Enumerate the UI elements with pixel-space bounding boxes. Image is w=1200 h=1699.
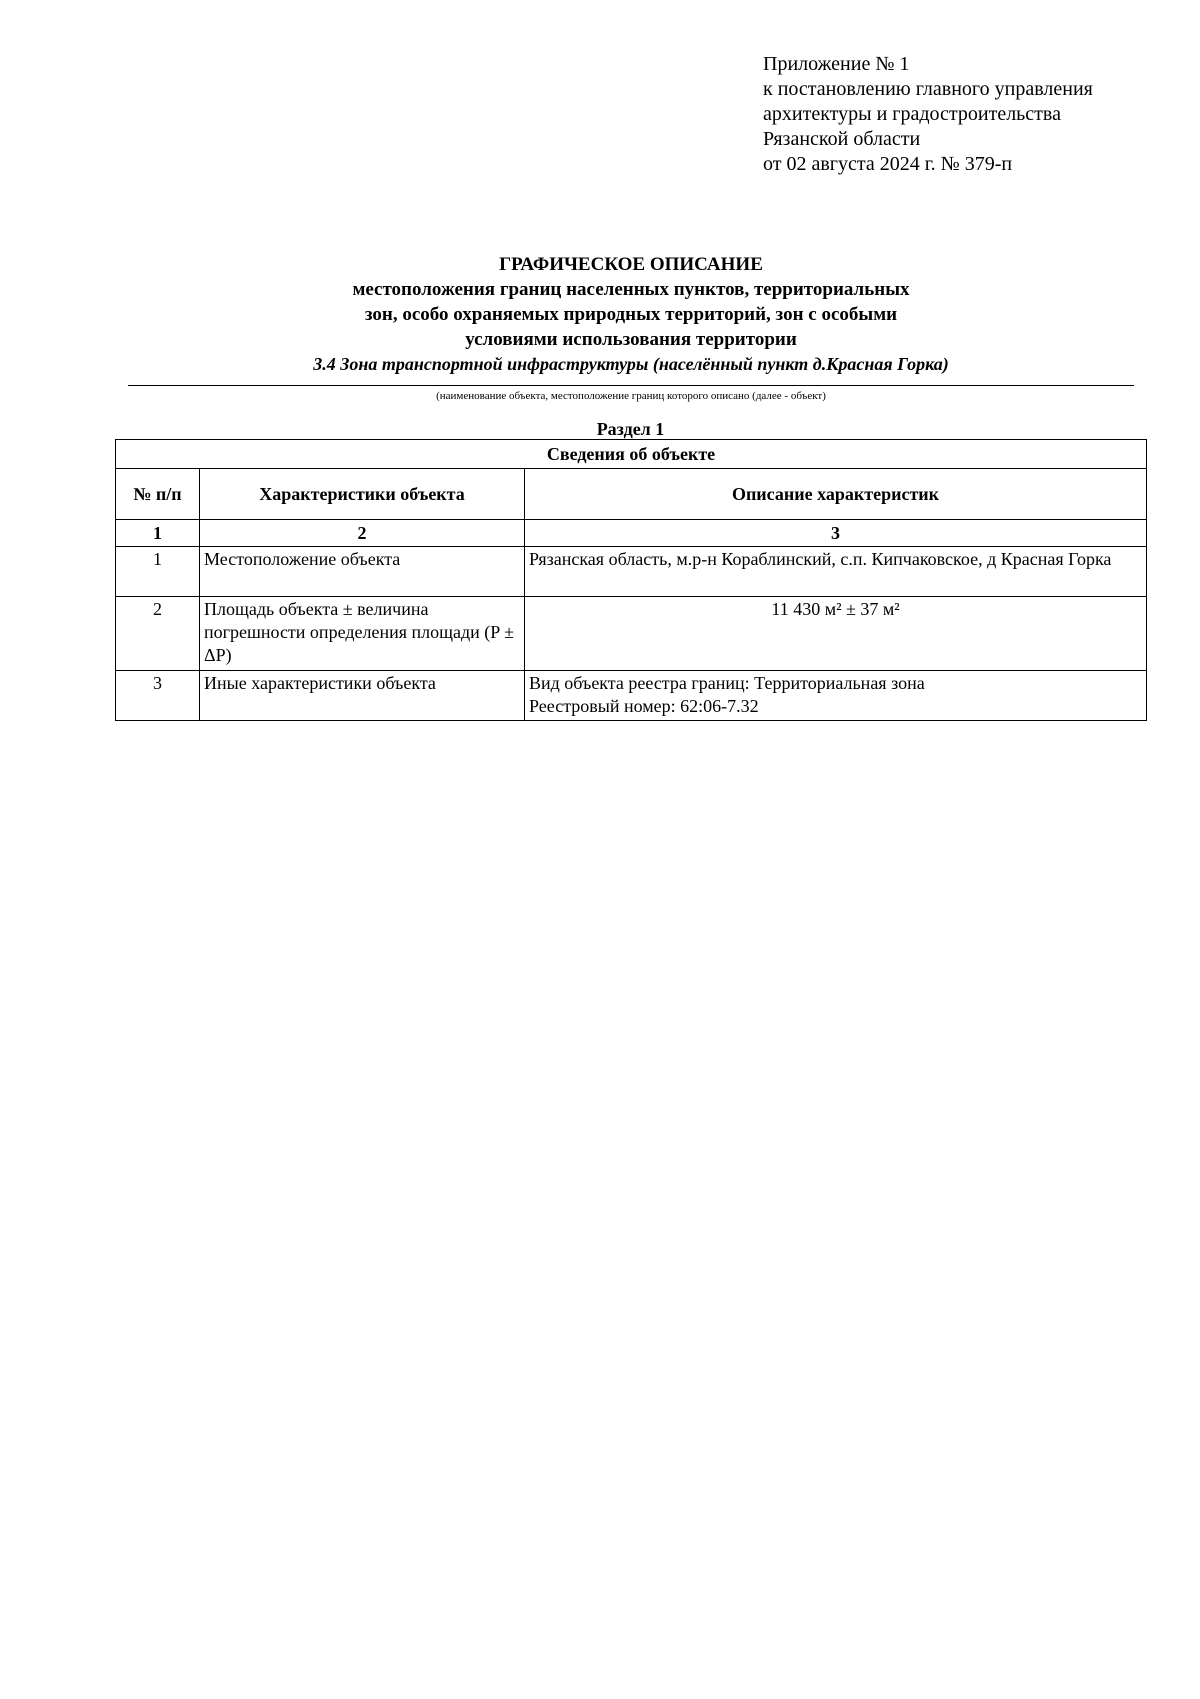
document-title-block [128, 252, 1134, 377]
row-characteristic: Площадь объекта ± величина погрешности определения площади (P ± ΔP) [200, 597, 525, 671]
appendix-line: Рязанской области [763, 128, 921, 150]
row-description: Рязанская область, м.р-н Кораблинский, с.п. Кипчаковское, д Красная Горка [525, 547, 1147, 597]
document-subtitle-line: условиями использования территории [465, 329, 797, 350]
table-row [116, 671, 1147, 721]
header-characteristics: Характеристики объекта [200, 469, 525, 520]
table-row [116, 547, 1147, 597]
column-number: 2 [200, 520, 525, 547]
appendix-line: Приложение № 1 [763, 53, 910, 75]
table-row [116, 597, 1147, 671]
appendix-line: к постановлению главного управления [763, 78, 1093, 100]
row-num: 1 [116, 547, 200, 597]
document-title: ГРАФИЧЕСКОЕ ОПИСАНИЕ [499, 254, 763, 275]
header-num: № п/п [116, 469, 200, 520]
row-characteristic: Иные характеристики объекта [200, 671, 525, 721]
row-description-line: Вид объекта реестра границ: Территориальная зона [529, 673, 925, 693]
table-header-row [116, 469, 1147, 520]
row-description: 11 430 м² ± 37 м² [525, 597, 1147, 671]
document-subtitle-line: зон, особо охраняемых природных территорий, зон с особыми [364, 304, 898, 325]
table-caption: Сведения об объекте [116, 440, 1147, 469]
object-name-caption: (наименование объекта, местоположение границ которого описано (далее - объект) [436, 390, 826, 402]
appendix-line: от 02 августа 2024 г. № 379-п [763, 153, 1013, 175]
column-number: 3 [525, 520, 1147, 547]
row-description [525, 671, 1147, 721]
section-title: Раздел 1 [596, 419, 665, 439]
column-number: 1 [116, 520, 200, 547]
column-number-row [116, 520, 1147, 547]
row-description-line: Реестровый номер: 62:06-7.32 [529, 696, 759, 716]
object-name-underline [128, 385, 1134, 386]
header-description: Описание характеристик [525, 469, 1147, 520]
appendix-line: архитектуры и градостроительства [763, 103, 1061, 125]
document-subtitle-line: местоположения границ населенных пунктов, территориальных [352, 279, 910, 300]
appendix-header [763, 52, 1093, 177]
table-caption-row [116, 440, 1147, 469]
row-num: 3 [116, 671, 200, 721]
row-characteristic: Местоположение объекта [200, 547, 525, 597]
row-num: 2 [116, 597, 200, 671]
object-name: 3.4 Зона транспортной инфраструктуры (населённый пункт д.Красная Горка) [313, 354, 949, 374]
object-info-table [115, 439, 1147, 721]
